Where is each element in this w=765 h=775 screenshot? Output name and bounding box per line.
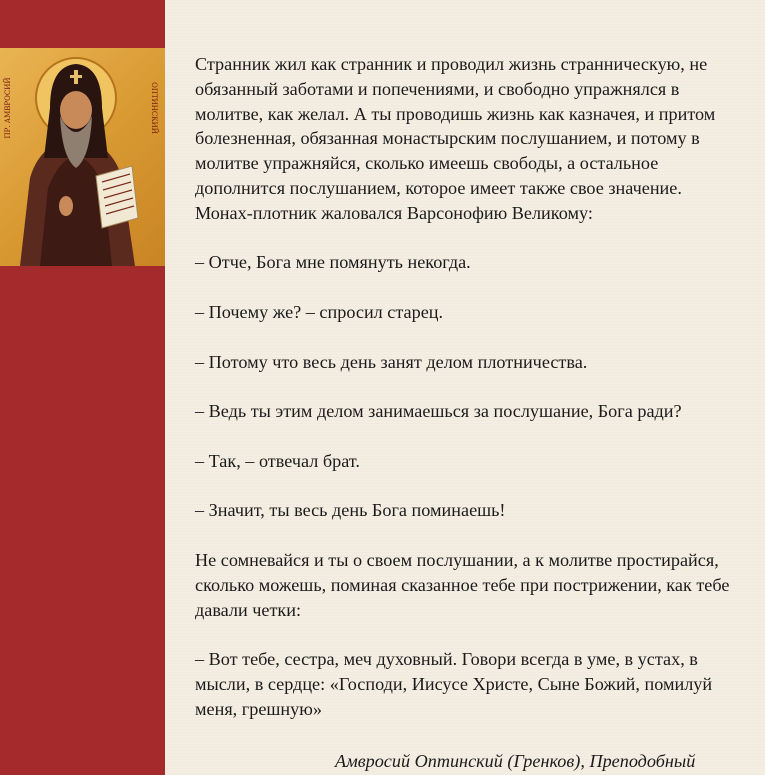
- paragraph-5: – Потому что весь день занят делом плотничества.: [195, 351, 588, 372]
- paragraph-1: Странник жил как странник и проводил жизнь странническую, не обязанный заботами и попечениями, и свободно упражнялся в молитве, как желал. А ты проводишь жизнь как казначея, и притом болезненная, обязанная монастырским послушанием, и потому в молитве упражняйся, сколько имеешь свободы, а остальное дополнится послушанием, которое имеет также свое значение.: [195, 54, 716, 198]
- paragraph-10: – Вот тебе, сестра, меч духовный. Говори всегда в уме, в устах, в мысли, в сердце: «Господи, Иисусе Христе, Сыне Божий, помилуй меня, грешную»: [195, 649, 713, 719]
- paragraph-2: Монах-плотник жаловался Варсонофию Великому:: [195, 202, 593, 223]
- paragraph-4: – Почему же? – спросил старец.: [195, 301, 444, 322]
- saint-icon-illustration: [0, 48, 165, 266]
- paragraph-9: Не сомневайся и ты о своем послушании, а к молитве простирайся, сколько можешь, поминая сказанное тебе при пострижении, как тебе давали четки:: [195, 549, 730, 620]
- paragraph-6: – Ведь ты этим делом занимаешься за послушание, Бога ради?: [195, 401, 682, 422]
- saint-icon-image: [0, 48, 165, 266]
- icon-inscription-left: ПР. АМВРОСИЙ: [4, 77, 12, 139]
- paragraph-7: – Так, – отвечал брат.: [195, 450, 360, 471]
- icon-inscription-right: ОПТИНСКИЙ: [150, 82, 158, 134]
- quote-body: [195, 52, 750, 722]
- paragraph-8: – Значит, ты весь день Бога поминаешь!: [195, 500, 506, 521]
- paragraph-3: – Отче, Бога мне помянуть некогда.: [195, 252, 471, 273]
- author-signature: Амвросий Оптинский (Гренков), Преподобный: [335, 751, 696, 771]
